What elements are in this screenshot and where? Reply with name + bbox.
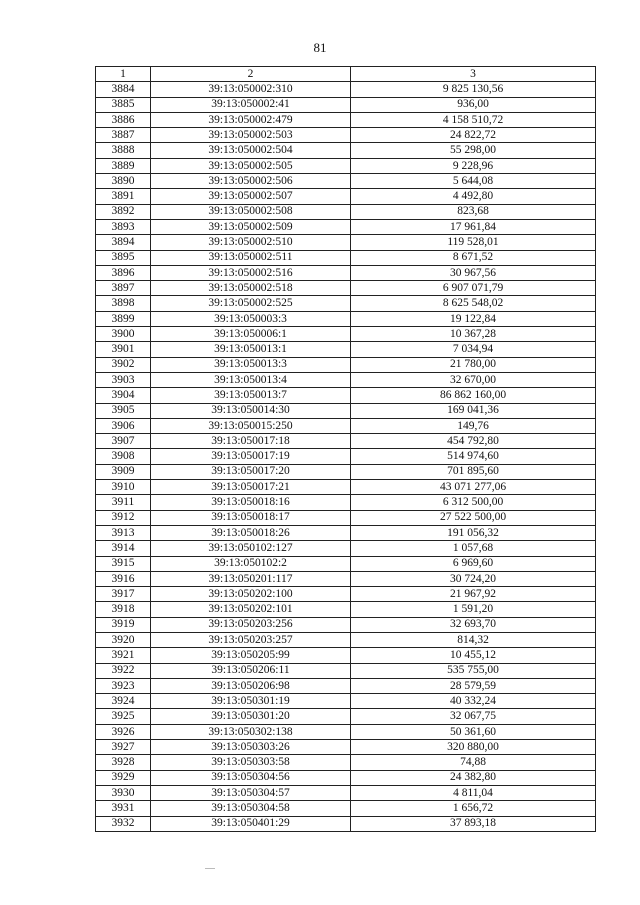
table-row bbox=[96, 510, 596, 525]
row-number-cell: 3917 bbox=[96, 587, 151, 602]
cadastral-number-cell: 39:13:050002:503 bbox=[151, 128, 351, 143]
row-number-cell: 3904 bbox=[96, 388, 151, 403]
cadastral-value-cell: 169 041,36 bbox=[351, 403, 596, 418]
cadastral-number-cell: 39:13:050002:508 bbox=[151, 204, 351, 219]
cadastral-number-cell: 39:13:050304:58 bbox=[151, 801, 351, 816]
table-row bbox=[96, 632, 596, 647]
cadastral-number-cell: 39:13:050017:18 bbox=[151, 434, 351, 449]
row-number-cell: 3901 bbox=[96, 342, 151, 357]
row-number-cell: 3886 bbox=[96, 112, 151, 127]
table-row bbox=[96, 755, 596, 770]
cadastral-value-cell: 514 974,60 bbox=[351, 449, 596, 464]
cadastral-value-cell: 17 961,84 bbox=[351, 219, 596, 234]
cadastral-number-cell: 39:13:050002:310 bbox=[151, 82, 351, 97]
cadastral-number-cell: 39:13:050017:21 bbox=[151, 480, 351, 495]
row-number-cell: 3931 bbox=[96, 801, 151, 816]
cadastral-value-cell: 28 579,59 bbox=[351, 678, 596, 693]
cadastral-number-cell: 39:13:050015:250 bbox=[151, 418, 351, 433]
cadastral-number-cell: 39:13:050002:505 bbox=[151, 158, 351, 173]
row-number-cell: 3884 bbox=[96, 82, 151, 97]
table-row bbox=[96, 296, 596, 311]
cadastral-number-cell: 39:13:050206:11 bbox=[151, 663, 351, 678]
table-row bbox=[96, 403, 596, 418]
row-number-cell: 3903 bbox=[96, 372, 151, 387]
row-number-cell: 3926 bbox=[96, 724, 151, 739]
row-number-cell: 3895 bbox=[96, 250, 151, 265]
cadastral-number-cell: 39:13:050013:7 bbox=[151, 388, 351, 403]
cadastral-number-cell: 39:13:050002:516 bbox=[151, 265, 351, 280]
table-row bbox=[96, 663, 596, 678]
row-number-cell: 3928 bbox=[96, 755, 151, 770]
table-row bbox=[96, 388, 596, 403]
cadastral-number-cell: 39:13:050014:30 bbox=[151, 403, 351, 418]
row-number-cell: 3893 bbox=[96, 219, 151, 234]
row-number-cell: 3932 bbox=[96, 816, 151, 831]
cadastral-value-cell: 74,88 bbox=[351, 755, 596, 770]
cadastral-value-cell: 191 056,32 bbox=[351, 525, 596, 540]
table-row bbox=[96, 265, 596, 280]
table-row bbox=[96, 648, 596, 663]
cadastral-number-cell: 39:13:050303:26 bbox=[151, 740, 351, 755]
cadastral-number-cell: 39:13:050303:58 bbox=[151, 755, 351, 770]
cadastral-number-cell: 39:13:050203:257 bbox=[151, 632, 351, 647]
cadastral-number-cell: 39:13:050018:16 bbox=[151, 495, 351, 510]
table-row bbox=[96, 189, 596, 204]
row-number-cell: 3911 bbox=[96, 495, 151, 510]
table-row bbox=[96, 770, 596, 785]
row-number-cell: 3888 bbox=[96, 143, 151, 158]
cadastral-value-cell: 30 724,20 bbox=[351, 571, 596, 586]
cadastral-value-cell: 4 492,80 bbox=[351, 189, 596, 204]
cadastral-value-cell: 320 880,00 bbox=[351, 740, 596, 755]
cadastral-value-table bbox=[95, 66, 596, 832]
cadastral-value-cell: 40 332,24 bbox=[351, 694, 596, 709]
table-row bbox=[96, 617, 596, 632]
cadastral-value-cell: 24 822,72 bbox=[351, 128, 596, 143]
table-row bbox=[96, 204, 596, 219]
table-row bbox=[96, 464, 596, 479]
cadastral-value-cell: 43 071 277,06 bbox=[351, 480, 596, 495]
row-number-cell: 3894 bbox=[96, 235, 151, 250]
table-row bbox=[96, 311, 596, 326]
table-row bbox=[96, 434, 596, 449]
cadastral-number-cell: 39:13:050205:99 bbox=[151, 648, 351, 663]
row-number-cell: 3925 bbox=[96, 709, 151, 724]
cadastral-value-cell: 6 312 500,00 bbox=[351, 495, 596, 510]
table-row bbox=[96, 82, 596, 97]
cadastral-number-cell: 39:13:050006:1 bbox=[151, 327, 351, 342]
cadastral-value-cell: 9 825 130,56 bbox=[351, 82, 596, 97]
table-row bbox=[96, 281, 596, 296]
cadastral-value-cell: 119 528,01 bbox=[351, 235, 596, 250]
cadastral-number-cell: 39:13:050202:101 bbox=[151, 602, 351, 617]
cadastral-value-cell: 7 034,94 bbox=[351, 342, 596, 357]
table-row bbox=[96, 709, 596, 724]
row-number-cell: 3909 bbox=[96, 464, 151, 479]
table-row bbox=[96, 740, 596, 755]
cadastral-number-cell: 39:13:050202:100 bbox=[151, 587, 351, 602]
cadastral-value-cell: 21 780,00 bbox=[351, 357, 596, 372]
row-number-cell: 3898 bbox=[96, 296, 151, 311]
cadastral-value-cell: 6 907 071,79 bbox=[351, 281, 596, 296]
table-row bbox=[96, 250, 596, 265]
cadastral-number-cell: 39:13:050203:256 bbox=[151, 617, 351, 632]
table-row bbox=[96, 724, 596, 739]
cadastral-number-cell: 39:13:050304:56 bbox=[151, 770, 351, 785]
row-number-cell: 3902 bbox=[96, 357, 151, 372]
row-number-cell: 3899 bbox=[96, 311, 151, 326]
table-row bbox=[96, 678, 596, 693]
table-row bbox=[96, 801, 596, 816]
table-row bbox=[96, 694, 596, 709]
cadastral-value-cell: 86 862 160,00 bbox=[351, 388, 596, 403]
table-row bbox=[96, 525, 596, 540]
row-number-cell: 3891 bbox=[96, 189, 151, 204]
table-row bbox=[96, 816, 596, 831]
column-header-cadastral-value: 3 bbox=[351, 67, 596, 82]
table-row bbox=[96, 174, 596, 189]
cadastral-value-cell: 9 228,96 bbox=[351, 158, 596, 173]
row-number-cell: 3930 bbox=[96, 785, 151, 800]
row-number-cell: 3921 bbox=[96, 648, 151, 663]
row-number-cell: 3910 bbox=[96, 480, 151, 495]
row-number-cell: 3915 bbox=[96, 556, 151, 571]
row-number-cell: 3912 bbox=[96, 510, 151, 525]
row-number-cell: 3920 bbox=[96, 632, 151, 647]
row-number-cell: 3908 bbox=[96, 449, 151, 464]
cadastral-number-cell: 39:13:050013:3 bbox=[151, 357, 351, 372]
cadastral-value-cell: 149,76 bbox=[351, 418, 596, 433]
cadastral-number-cell: 39:13:050206:98 bbox=[151, 678, 351, 693]
table-row bbox=[96, 541, 596, 556]
cadastral-value-cell: 8 671,52 bbox=[351, 250, 596, 265]
row-number-cell: 3900 bbox=[96, 327, 151, 342]
cadastral-value-cell: 30 967,56 bbox=[351, 265, 596, 280]
table-row bbox=[96, 357, 596, 372]
cadastral-value-cell: 1 591,20 bbox=[351, 602, 596, 617]
row-number-cell: 3885 bbox=[96, 97, 151, 112]
cadastral-number-cell: 39:13:050002:510 bbox=[151, 235, 351, 250]
table-row bbox=[96, 342, 596, 357]
row-number-cell: 3929 bbox=[96, 770, 151, 785]
column-header-number: 1 bbox=[96, 67, 151, 82]
table-body bbox=[96, 82, 596, 832]
table-row bbox=[96, 143, 596, 158]
cadastral-number-cell: 39:13:050003:3 bbox=[151, 311, 351, 326]
row-number-cell: 3889 bbox=[96, 158, 151, 173]
row-number-cell: 3922 bbox=[96, 663, 151, 678]
row-number-cell: 3916 bbox=[96, 571, 151, 586]
row-number-cell: 3923 bbox=[96, 678, 151, 693]
cadastral-value-cell: 6 969,60 bbox=[351, 556, 596, 571]
table-row bbox=[96, 97, 596, 112]
cadastral-number-cell: 39:13:050301:19 bbox=[151, 694, 351, 709]
table-row bbox=[96, 449, 596, 464]
cadastral-number-cell: 39:13:050017:19 bbox=[151, 449, 351, 464]
cadastral-number-cell: 39:13:050002:507 bbox=[151, 189, 351, 204]
cadastral-number-cell: 39:13:050201:117 bbox=[151, 571, 351, 586]
cadastral-number-cell: 39:13:050002:525 bbox=[151, 296, 351, 311]
row-number-cell: 3896 bbox=[96, 265, 151, 280]
row-number-cell: 3913 bbox=[96, 525, 151, 540]
cadastral-number-cell: 39:13:050002:504 bbox=[151, 143, 351, 158]
row-number-cell: 3914 bbox=[96, 541, 151, 556]
cadastral-number-cell: 39:13:050102:127 bbox=[151, 541, 351, 556]
cadastral-number-cell: 39:13:050301:20 bbox=[151, 709, 351, 724]
table-row bbox=[96, 571, 596, 586]
table-row bbox=[96, 112, 596, 127]
table-row bbox=[96, 587, 596, 602]
cadastral-value-cell: 1 057,68 bbox=[351, 541, 596, 556]
cadastral-value-cell: 4 158 510,72 bbox=[351, 112, 596, 127]
row-number-cell: 3892 bbox=[96, 204, 151, 219]
cadastral-value-cell: 936,00 bbox=[351, 97, 596, 112]
cadastral-number-cell: 39:13:050102:2 bbox=[151, 556, 351, 571]
row-number-cell: 3890 bbox=[96, 174, 151, 189]
cadastral-value-cell: 50 361,60 bbox=[351, 724, 596, 739]
cadastral-value-cell: 55 298,00 bbox=[351, 143, 596, 158]
cadastral-number-cell: 39:13:050002:511 bbox=[151, 250, 351, 265]
row-number-cell: 3907 bbox=[96, 434, 151, 449]
table-row bbox=[96, 219, 596, 234]
cadastral-number-cell: 39:13:050002:506 bbox=[151, 174, 351, 189]
table-row bbox=[96, 602, 596, 617]
cadastral-number-cell: 39:13:050302:138 bbox=[151, 724, 351, 739]
cadastral-value-cell: 19 122,84 bbox=[351, 311, 596, 326]
cadastral-value-cell: 823,68 bbox=[351, 204, 596, 219]
cadastral-number-cell: 39:13:050002:41 bbox=[151, 97, 351, 112]
table-row bbox=[96, 556, 596, 571]
table-row bbox=[96, 418, 596, 433]
cadastral-number-cell: 39:13:050002:518 bbox=[151, 281, 351, 296]
table-row bbox=[96, 480, 596, 495]
cadastral-number-cell: 39:13:050018:17 bbox=[151, 510, 351, 525]
table-row bbox=[96, 785, 596, 800]
scan-mark bbox=[205, 868, 215, 869]
cadastral-number-cell: 39:13:050002:509 bbox=[151, 219, 351, 234]
cadastral-value-cell: 454 792,80 bbox=[351, 434, 596, 449]
cadastral-value-cell: 535 755,00 bbox=[351, 663, 596, 678]
table-row bbox=[96, 158, 596, 173]
row-number-cell: 3905 bbox=[96, 403, 151, 418]
cadastral-number-cell: 39:13:050401:29 bbox=[151, 816, 351, 831]
cadastral-value-cell: 814,32 bbox=[351, 632, 596, 647]
table-row bbox=[96, 495, 596, 510]
column-header-cadastral-number: 2 bbox=[151, 67, 351, 82]
row-number-cell: 3924 bbox=[96, 694, 151, 709]
table-row bbox=[96, 327, 596, 342]
cadastral-value-cell: 32 670,00 bbox=[351, 372, 596, 387]
row-number-cell: 3918 bbox=[96, 602, 151, 617]
cadastral-value-cell: 10 367,28 bbox=[351, 327, 596, 342]
cadastral-value-cell: 24 382,80 bbox=[351, 770, 596, 785]
table-row bbox=[96, 372, 596, 387]
cadastral-number-cell: 39:13:050018:26 bbox=[151, 525, 351, 540]
cadastral-value-cell: 21 967,92 bbox=[351, 587, 596, 602]
cadastral-value-cell: 10 455,12 bbox=[351, 648, 596, 663]
cadastral-number-cell: 39:13:050017:20 bbox=[151, 464, 351, 479]
table-header-row bbox=[96, 67, 596, 82]
cadastral-value-cell: 4 811,04 bbox=[351, 785, 596, 800]
cadastral-number-cell: 39:13:050013:4 bbox=[151, 372, 351, 387]
cadastral-value-cell: 32 693,70 bbox=[351, 617, 596, 632]
cadastral-value-cell: 5 644,08 bbox=[351, 174, 596, 189]
cadastral-number-cell: 39:13:050002:479 bbox=[151, 112, 351, 127]
row-number-cell: 3906 bbox=[96, 418, 151, 433]
cadastral-value-cell: 1 656,72 bbox=[351, 801, 596, 816]
cadastral-value-cell: 8 625 548,02 bbox=[351, 296, 596, 311]
page-number: 81 bbox=[313, 40, 327, 55]
row-number-cell: 3897 bbox=[96, 281, 151, 296]
cadastral-value-cell: 27 522 500,00 bbox=[351, 510, 596, 525]
cadastral-number-cell: 39:13:050304:57 bbox=[151, 785, 351, 800]
cadastral-value-cell: 701 895,60 bbox=[351, 464, 596, 479]
table-row bbox=[96, 235, 596, 250]
cadastral-number-cell: 39:13:050013:1 bbox=[151, 342, 351, 357]
cadastral-value-cell: 37 893,18 bbox=[351, 816, 596, 831]
cadastral-value-cell: 32 067,75 bbox=[351, 709, 596, 724]
row-number-cell: 3927 bbox=[96, 740, 151, 755]
table-row bbox=[96, 128, 596, 143]
row-number-cell: 3919 bbox=[96, 617, 151, 632]
row-number-cell: 3887 bbox=[96, 128, 151, 143]
